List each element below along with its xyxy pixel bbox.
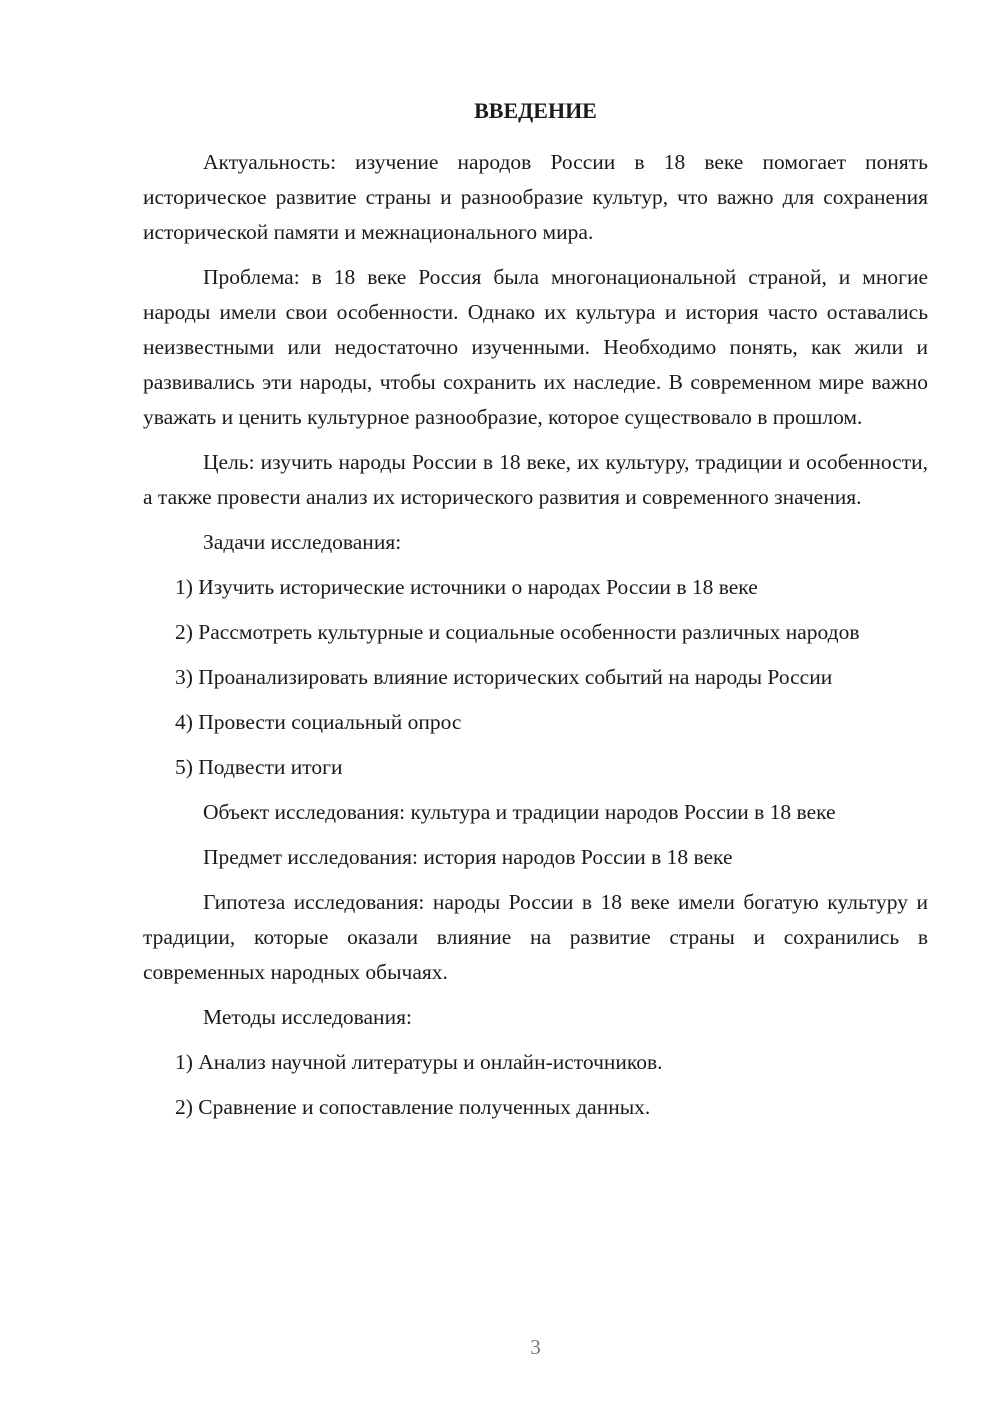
document-page [143, 0, 928, 1414]
hypothesis-paragraph: Гипотеза исследования: народы России в 18 веке имели богатую культуру и традиции, которые оказали влияние на развитие страны и сохранились в современных народных обычаях. [143, 890, 928, 984]
tasks-heading: Задачи исследования: [203, 530, 402, 554]
task-item: 1) Изучить исторические источники о народах России в 18 веке [175, 575, 758, 599]
methods-heading: Методы исследования: [203, 1005, 412, 1029]
task-item: 2) Рассмотреть культурные и социальные особенности различных народов [175, 620, 860, 644]
object-paragraph: Объект исследования: культура и традиции народов России в 18 веке [203, 800, 836, 824]
document-body [143, 145, 928, 1135]
task-item: 5) Подвести итоги [175, 755, 343, 779]
section-heading: ВВЕДЕНИЕ [474, 98, 597, 123]
page-number: 3 [530, 1335, 541, 1359]
relevance-paragraph: Актуальность: изучение народов России в 18 веке помогает понять историческое развитие страны и разнообразие культур, что важно для сохранения исторической памяти и межнационального мира. [143, 150, 928, 244]
subject-paragraph: Предмет исследования: история народов России в 18 веке [203, 845, 733, 869]
task-item: 4) Провести социальный опрос [175, 710, 462, 734]
method-item: 2) Сравнение и сопоставление полученных данных. [175, 1095, 651, 1119]
goal-paragraph: Цель: изучить народы России в 18 веке, их культуру, традиции и особенности, а также провести анализ их исторического развития и современного значения. [143, 450, 928, 509]
task-item: 3) Проанализировать влияние исторических событий на народы России [175, 665, 833, 689]
problem-paragraph: Проблема: в 18 веке Россия была многонациональной страной, и многие народы имели свои особенности. Однако их культура и история часто оставались неизвестными или недостаточно изученными. Необходимо понять, как жили и развивались эти народы, чтобы сохранить их наследие. В современном мире важно уважать и ценить культурное разнообразие, которое существовало в прошлом. [143, 265, 928, 429]
method-item: 1) Анализ научной литературы и онлайн-источников. [175, 1050, 663, 1074]
